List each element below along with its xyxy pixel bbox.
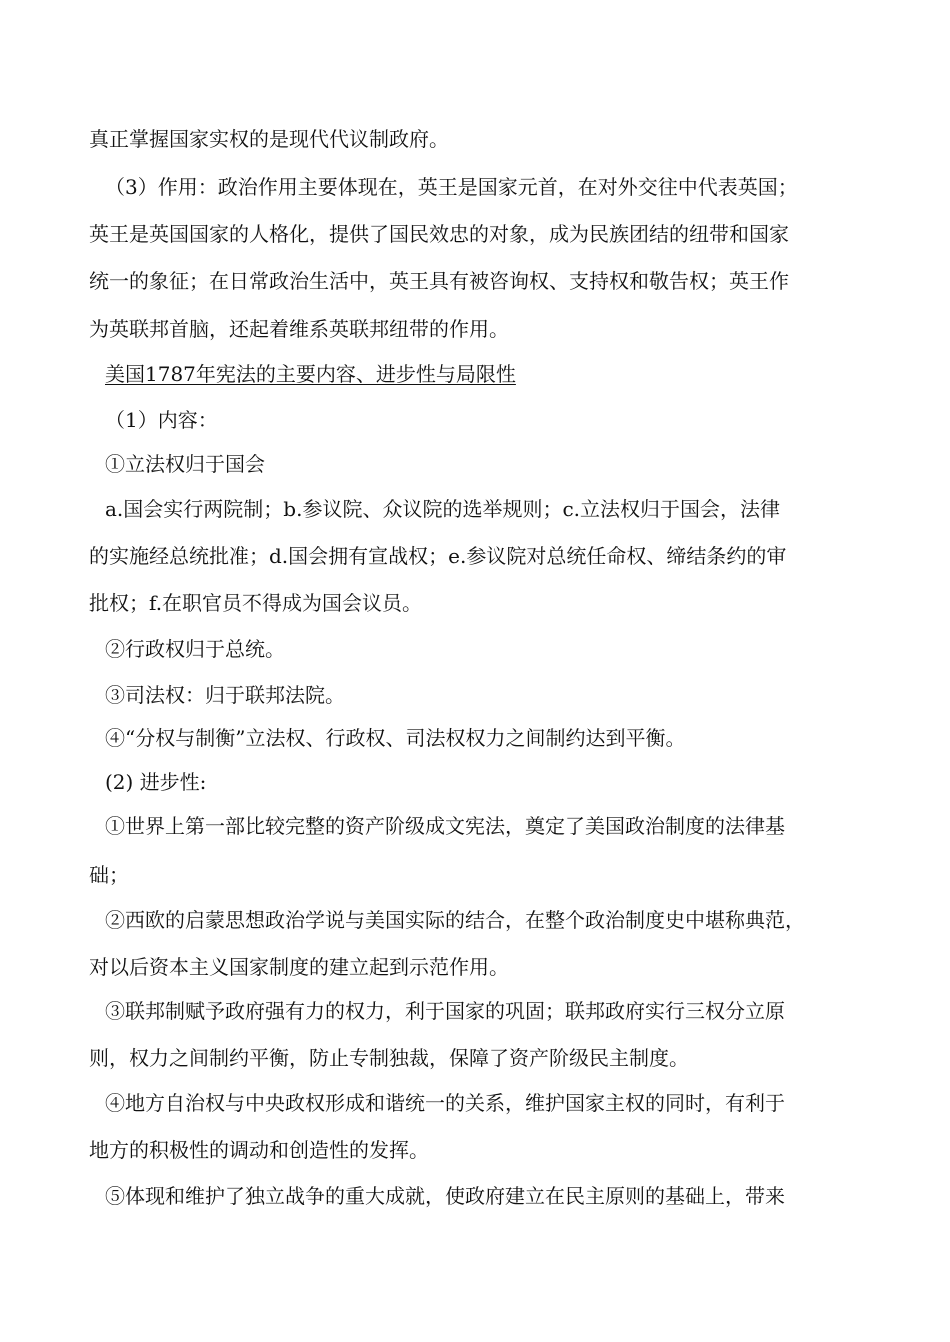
paragraph-line: 地方的积极性的调动和创造性的发挥。 — [89, 1138, 429, 1162]
paragraph-line: (2) 进步性: — [105, 770, 207, 794]
paragraph-line: 的实施经总统批准；d.国会拥有宣战权；e.参议院对总统任命权、缔结条约的审 — [89, 544, 787, 568]
paragraph-line: 则，权力之间制约平衡，防止专制独裁，保障了资产阶级民主制度。 — [89, 1046, 689, 1070]
paragraph-line: ⑤体现和维护了独立战争的重大成就，使政府建立在民主原则的基础上，带来 — [105, 1184, 785, 1208]
paragraph-line: 英王是英国国家的人格化，提供了国民效忠的对象，成为民族团结的纽带和国家 — [89, 222, 789, 246]
paragraph-line: ②行政权归于总统。 — [105, 637, 285, 661]
paragraph-line: 础； — [89, 863, 129, 887]
paragraph-line: （1）内容： — [105, 408, 218, 432]
paragraph-line: ②西欧的启蒙思想政治学说与美国实际的结合，在整个政治制度史中堪称典范， — [105, 908, 805, 932]
paragraph-line: 真正掌握国家实权的是现代代议制政府。 — [89, 127, 449, 151]
paragraph-line: ③司法权：归于联邦法院。 — [105, 683, 345, 707]
paragraph-line: ④地方自治权与中央政权形成和谐统一的关系，维护国家主权的同时，有利于 — [105, 1091, 785, 1115]
paragraph-line: ③联邦制赋予政府强有力的权力，利于国家的巩固；联邦政府实行三权分立原 — [105, 999, 785, 1023]
paragraph-line: ④“分权与制衡”立法权、行政权、司法权权力之间制约达到平衡。 — [105, 726, 686, 750]
paragraph-line: 为英联邦首脑，还起着维系英联邦纽带的作用。 — [89, 317, 509, 341]
paragraph-line: a.国会实行两院制；b.参议院、众议院的选举规则；c.立法权归于国会，法律 — [105, 497, 780, 521]
paragraph-line: 批权；f.在职官员不得成为国会议员。 — [89, 591, 423, 615]
paragraph-line: （3）作用：政治作用主要体现在，英王是国家元首，在对外交往中代表英国； — [105, 175, 798, 199]
section-heading: 美国1787年宪法的主要内容、进步性与局限性 — [105, 362, 516, 386]
paragraph-line: 统一的象征；在日常政治生活中，英王具有被咨询权、支持权和敬告权；英王作 — [89, 269, 789, 293]
paragraph-line: ①世界上第一部比较完整的资产阶级成文宪法，奠定了美国政治制度的法律基 — [105, 814, 785, 838]
paragraph-line: ①立法权归于国会 — [105, 452, 265, 476]
paragraph-line: 对以后资本主义国家制度的建立起到示范作用。 — [89, 955, 509, 979]
